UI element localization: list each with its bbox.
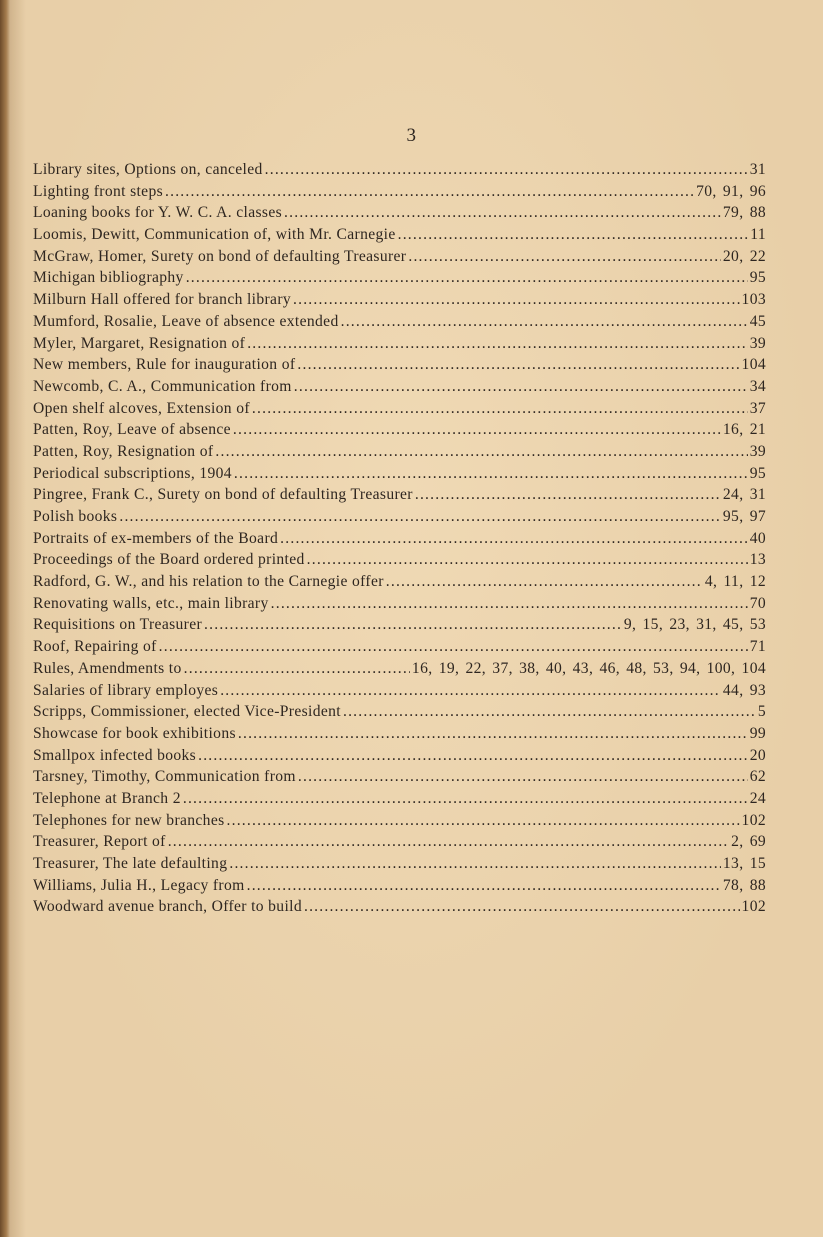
index-entry [33,508,766,530]
index-entry [33,551,766,573]
entry-topic: Open shelf alcoves, Extension of [33,399,250,417]
entry-topic: Library sites, Options on, canceled [33,161,263,178]
entry-pages: 20, 22 [722,247,766,265]
index-entry [33,812,766,834]
entry-topic: Loaning books for Y. W. C. A. classes [33,204,283,222]
index-entry [33,161,766,183]
entry-pages: 20 [749,746,766,764]
dot-leader [184,660,410,678]
index-entry [33,226,766,248]
entry-pages: 24, 31 [722,486,766,504]
index-entry [33,204,766,226]
entry-topic: Proceedings of the Board ordered printed [33,551,305,569]
index-entry [33,703,766,725]
index-entry [33,725,766,747]
entry-topic: Polish books [33,508,118,525]
entry-pages: 104 [741,356,766,374]
dot-leader [280,530,748,548]
index-entry [33,400,766,422]
dot-leader [168,833,729,851]
dot-leader [186,269,748,287]
entry-pages: 45 [749,312,766,330]
dot-leader [271,595,748,613]
index-entry [33,486,766,508]
dot-leader [297,356,739,374]
entry-pages: 11 [750,226,766,244]
entry-pages: 62 [749,768,766,786]
entry-topic: Rules, Amendments to [33,659,182,677]
entry-pages: 71 [749,638,766,656]
entry-pages: 102 [741,898,766,916]
dot-leader [198,747,748,765]
dot-leader [284,204,721,222]
dot-leader [304,898,740,916]
entry-pages: 40 [749,529,766,547]
index-entry [33,356,766,378]
entry-topic: Myler, Margaret, Resignation of [33,334,246,352]
index-entry [33,573,766,595]
index-entry [33,291,766,313]
entry-topic: Salaries of library employes [33,681,219,699]
entry-topic: Periodical subscriptions, 1904 [33,464,232,482]
dot-leader [204,616,622,634]
entry-pages: 5 [757,703,766,721]
entry-topic: Patten, Roy, Resignation of [33,442,214,460]
entry-topic: Treasurer, The late defaulting [33,855,228,872]
entry-topic: Treasurer, Report of [33,833,166,851]
dot-leader [252,400,748,418]
entry-pages: 102 [741,811,766,829]
entry-pages: 37 [749,399,766,417]
entry-topic: Telephone at Branch 2 [33,789,181,807]
dot-leader [215,443,747,461]
dot-leader [220,682,721,700]
dot-leader [227,812,740,830]
index-entry [33,855,766,877]
entry-topic: McGraw, Homer, Surety on bond of defaulting Treasurer [33,247,407,265]
entry-topic: Radford, G. W., and his relation to the Carnegie offer [33,573,384,591]
entry-pages: 9, 15, 23, 31, 45, 53 [623,616,766,634]
page-spine-edge [0,0,10,1237]
entry-pages: 13 [749,551,766,569]
dot-leader [307,551,748,569]
index-entry [33,790,766,812]
index-entry [33,335,766,357]
index-entry [33,877,766,899]
entry-pages: 16, 21 [722,421,766,439]
index-entry [33,833,766,855]
index-entry [33,378,766,400]
index-entry [33,616,766,638]
entry-topic: Showcase for book exhibitions [33,724,236,742]
index-entry [33,768,766,790]
dot-leader [293,291,740,309]
dot-leader [386,573,703,591]
entry-pages: 39 [749,334,766,352]
entry-topic: New members, Rule for inauguration of [33,356,296,374]
entry-pages: 16, 19, 22, 37, 38, 40, 43, 46, 48, 53, 94, 100, 104 [411,659,766,677]
entry-pages: 4, 11, 12 [704,573,766,591]
dot-leader [233,421,721,439]
entry-topic: Milburn Hall offered for branch library [33,291,292,309]
entry-topic: Loomis, Dewitt, Communication of, with Mr. Carnegie [33,226,396,244]
entry-pages: 95, 97 [722,508,766,525]
entry-topic: Mumford, Rosalie, Leave of absence extended [33,312,339,330]
dot-leader [247,877,721,895]
entry-pages: 70, 91, 96 [696,182,766,200]
entry-topic: Patten, Roy, Leave of absence [33,421,231,439]
entry-topic: Renovating walls, etc., main library [33,594,269,612]
dot-leader [408,248,721,266]
index-entry [33,595,766,617]
dot-leader [341,313,748,331]
entry-pages: 34 [749,377,766,395]
entry-topic: Telephones for new branches [33,811,225,829]
entry-topic: Williams, Julia H., Legacy from [33,876,245,894]
entry-pages: 31 [749,161,766,178]
entry-topic: Tarsney, Timothy, Communication from [33,768,296,786]
entry-pages: 103 [741,291,766,309]
dot-leader [234,465,748,483]
dot-leader [238,725,748,743]
dot-leader [343,703,756,721]
dot-leader [265,161,748,179]
entry-pages: 13, 15 [722,855,766,872]
entry-pages: 95 [749,269,766,287]
index-entry [33,682,766,704]
index-entry [33,747,766,769]
entry-pages: 78, 88 [722,876,766,894]
entry-pages: 24 [749,789,766,807]
dot-leader [415,486,721,504]
entry-pages: 95 [749,464,766,482]
dot-leader [183,790,748,808]
entry-topic: Woodward avenue branch, Offer to build [33,898,302,916]
entry-topic: Pingree, Frank C., Surety on bond of defaulting Treasurer [33,486,413,504]
index-entry [33,421,766,443]
entry-topic: Smallpox infected books [33,746,197,764]
entry-topic: Portraits of ex-members of the Board [33,529,279,547]
page-number: 3 [406,125,417,146]
index-list [33,161,766,920]
entry-pages: 99 [749,724,766,742]
entry-pages: 44, 93 [722,681,766,699]
index-entry [33,313,766,335]
index-entry [33,638,766,660]
entry-topic: Michigan bibliography [33,269,184,287]
entry-pages: 39 [749,442,766,460]
index-entry [33,530,766,552]
dot-leader [294,378,748,396]
dot-leader [229,855,721,873]
dot-leader [165,183,694,201]
dot-leader [159,638,748,656]
dot-leader [298,768,748,786]
entry-topic: Roof, Repairing of [33,638,157,656]
index-entry [33,660,766,682]
entry-topic: Lighting front steps [33,182,164,200]
index-entry [33,248,766,270]
index-entry [33,898,766,920]
index-entry [33,183,766,205]
index-entry [33,465,766,487]
dot-leader [398,226,749,244]
index-entry [33,443,766,465]
dot-leader [247,335,748,353]
entry-pages: 2, 69 [731,833,766,851]
entry-topic: Newcomb, C. A., Communication from [33,377,292,395]
dot-leader [119,508,721,526]
entry-pages: 79, 88 [722,204,766,222]
entry-topic: Requisitions on Treasurer [33,616,203,634]
entry-pages: 70 [749,594,766,612]
index-entry [33,269,766,291]
entry-topic: Scripps, Commissioner, elected Vice-President [33,703,341,721]
